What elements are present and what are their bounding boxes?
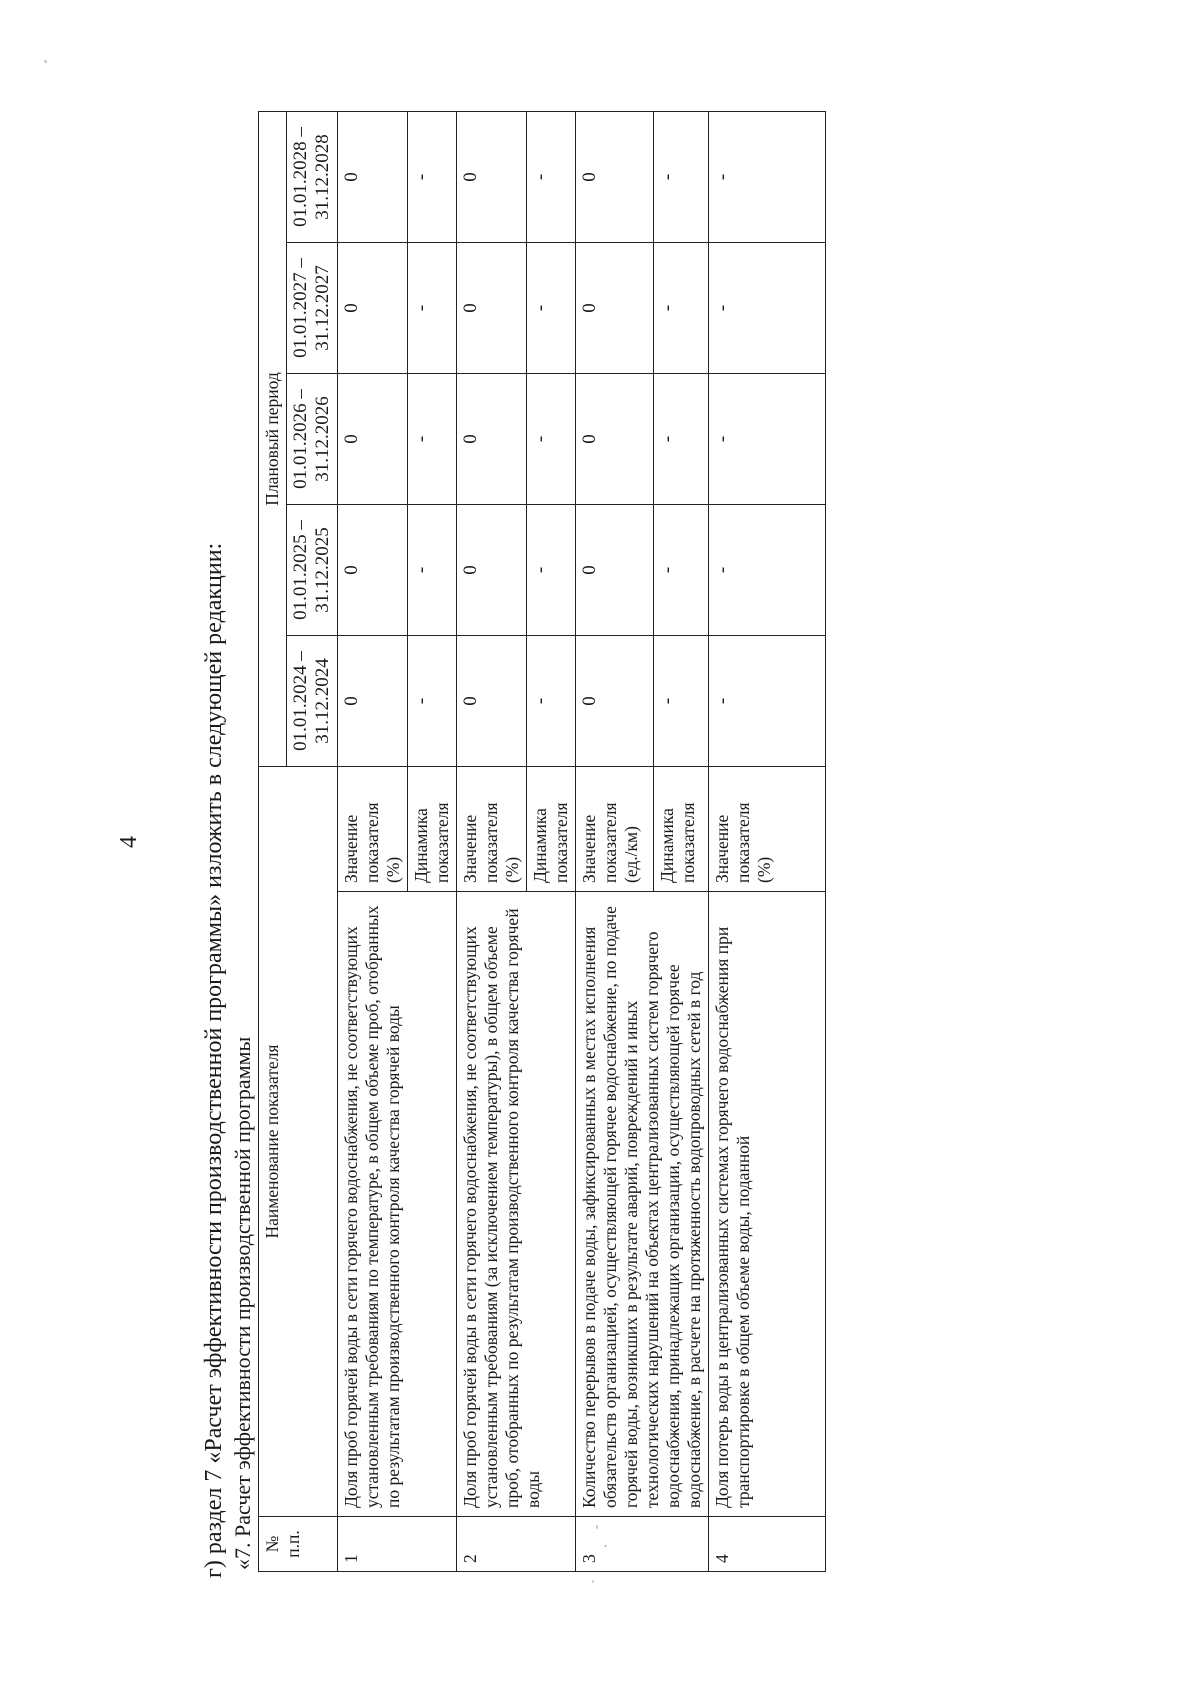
value-cell: 0 xyxy=(576,504,654,635)
header-period-2028: 01.01.2028 – 31.12.2028 xyxy=(287,111,338,242)
dynamics-cell: - xyxy=(654,242,709,373)
dynamics-cell: - xyxy=(408,242,457,373)
value-cell: 0 xyxy=(457,635,527,766)
header-period-2026: 01.01.2026 – 31.12.2026 xyxy=(287,373,338,504)
dynamics-cell: - xyxy=(654,504,709,635)
indicator-name: Доля проб горячей воды в сети горячего водоснабжения, не соответствующих установленным требованиям (за исключением температуры), в общем объеме проб, отобранных по результатам производственного контроля качества горячей воды xyxy=(457,892,576,1517)
value-cell: 0 xyxy=(576,111,654,242)
dynamics-cell: - xyxy=(654,373,709,504)
header-name: Наименование показателя xyxy=(259,766,338,1516)
dynamics-cell: - xyxy=(527,635,576,766)
value-cell: 0 xyxy=(457,504,527,635)
value-cell: 0 xyxy=(338,635,408,766)
table-caption: «7. Расчет эффективности производственной программы xyxy=(230,1036,255,1570)
indicator-name: Количество перерывов в подаче воды, зафиксированных в местах исполнения обязательств организацией, осуществляющей горячее водоснабжение, по подаче горячей воды, возникших в результате аварий, повреждений и иных технологических нарушений на объектах централизованных систем горячего водоснабжения, принадлежащих организации, осуществляющей горячее водоснабжение, в расчете на протяженность водопроводных сетей в год xyxy=(576,892,709,1517)
header-row xyxy=(259,111,287,1571)
value-cell: - xyxy=(709,635,826,766)
header-period-2025: 01.01.2025 – 31.12.2025 xyxy=(287,504,338,635)
header-number: № п.п. xyxy=(259,1517,338,1572)
dynamics-cell: - xyxy=(654,111,709,242)
table-row xyxy=(338,111,408,1571)
value-label: Значение показателя (%) xyxy=(457,766,527,891)
header-planned-period: Плановый период xyxy=(259,111,287,766)
dynamics-label: Динамика показателя xyxy=(654,766,709,891)
header-period-2027: 01.01.2027 – 31.12.2027 xyxy=(287,242,338,373)
value-cell: 0 xyxy=(338,111,408,242)
value-cell: 0 xyxy=(576,635,654,766)
value-label: Значение показателя (%) xyxy=(338,766,408,891)
value-cell: 0 xyxy=(576,373,654,504)
indicator-name: Доля проб горячей воды в сети горячего водоснабжения, не соответствующих установленным требованиям по температуре, в общем объеме проб, отобранных по результатам производственного контроля качества горячей воды xyxy=(338,892,457,1517)
dynamics-cell: - xyxy=(654,635,709,766)
dynamics-cell: - xyxy=(527,504,576,635)
header-period-2024: 01.01.2024 – 31.12.2024 xyxy=(287,635,338,766)
dynamics-cell: - xyxy=(408,504,457,635)
table-row xyxy=(457,111,527,1571)
table-row xyxy=(576,111,654,1571)
scan-speck xyxy=(596,1525,598,1529)
value-label: Значение показателя (ед./км) xyxy=(576,766,654,891)
row-number: 1 xyxy=(338,1517,457,1572)
scan-speck xyxy=(592,1580,594,1583)
value-cell: 0 xyxy=(457,242,527,373)
dynamics-cell: - xyxy=(408,373,457,504)
efficiency-table xyxy=(258,111,826,1572)
dynamics-label: Динамика показателя xyxy=(527,766,576,891)
indicator-name: Доля потерь воды в централизованных системах горячего водоснабжения при транспортировке в общем объеме воды, поданной xyxy=(709,892,826,1517)
row-number: 2 xyxy=(457,1517,576,1572)
dynamics-cell: - xyxy=(408,111,457,242)
dynamics-cell: - xyxy=(527,242,576,373)
dynamics-cell: - xyxy=(527,373,576,504)
row-number: 3 xyxy=(576,1517,709,1572)
value-cell: - xyxy=(709,242,826,373)
value-cell: - xyxy=(709,111,826,242)
rotated-page-content xyxy=(200,110,1160,1610)
row-number: 4 xyxy=(709,1517,826,1572)
scan-speck xyxy=(604,1545,607,1547)
value-cell: 0 xyxy=(338,373,408,504)
value-label: Значение показателя (%) xyxy=(709,766,826,891)
section-heading: г) раздел 7 «Расчет эффективности производственной программы» изложить в следующей редакции: xyxy=(201,542,227,1578)
dynamics-cell: - xyxy=(527,111,576,242)
value-cell: 0 xyxy=(338,242,408,373)
value-cell: - xyxy=(709,504,826,635)
scan-speck xyxy=(44,60,47,63)
value-cell: 0 xyxy=(457,111,527,242)
value-cell: 0 xyxy=(576,242,654,373)
page-number: 4 xyxy=(116,836,142,848)
table-row xyxy=(709,111,826,1571)
dynamics-label: Динамика показателя xyxy=(408,766,457,891)
dynamics-cell: - xyxy=(408,635,457,766)
value-cell: 0 xyxy=(338,504,408,635)
value-cell: - xyxy=(709,373,826,504)
value-cell: 0 xyxy=(457,373,527,504)
